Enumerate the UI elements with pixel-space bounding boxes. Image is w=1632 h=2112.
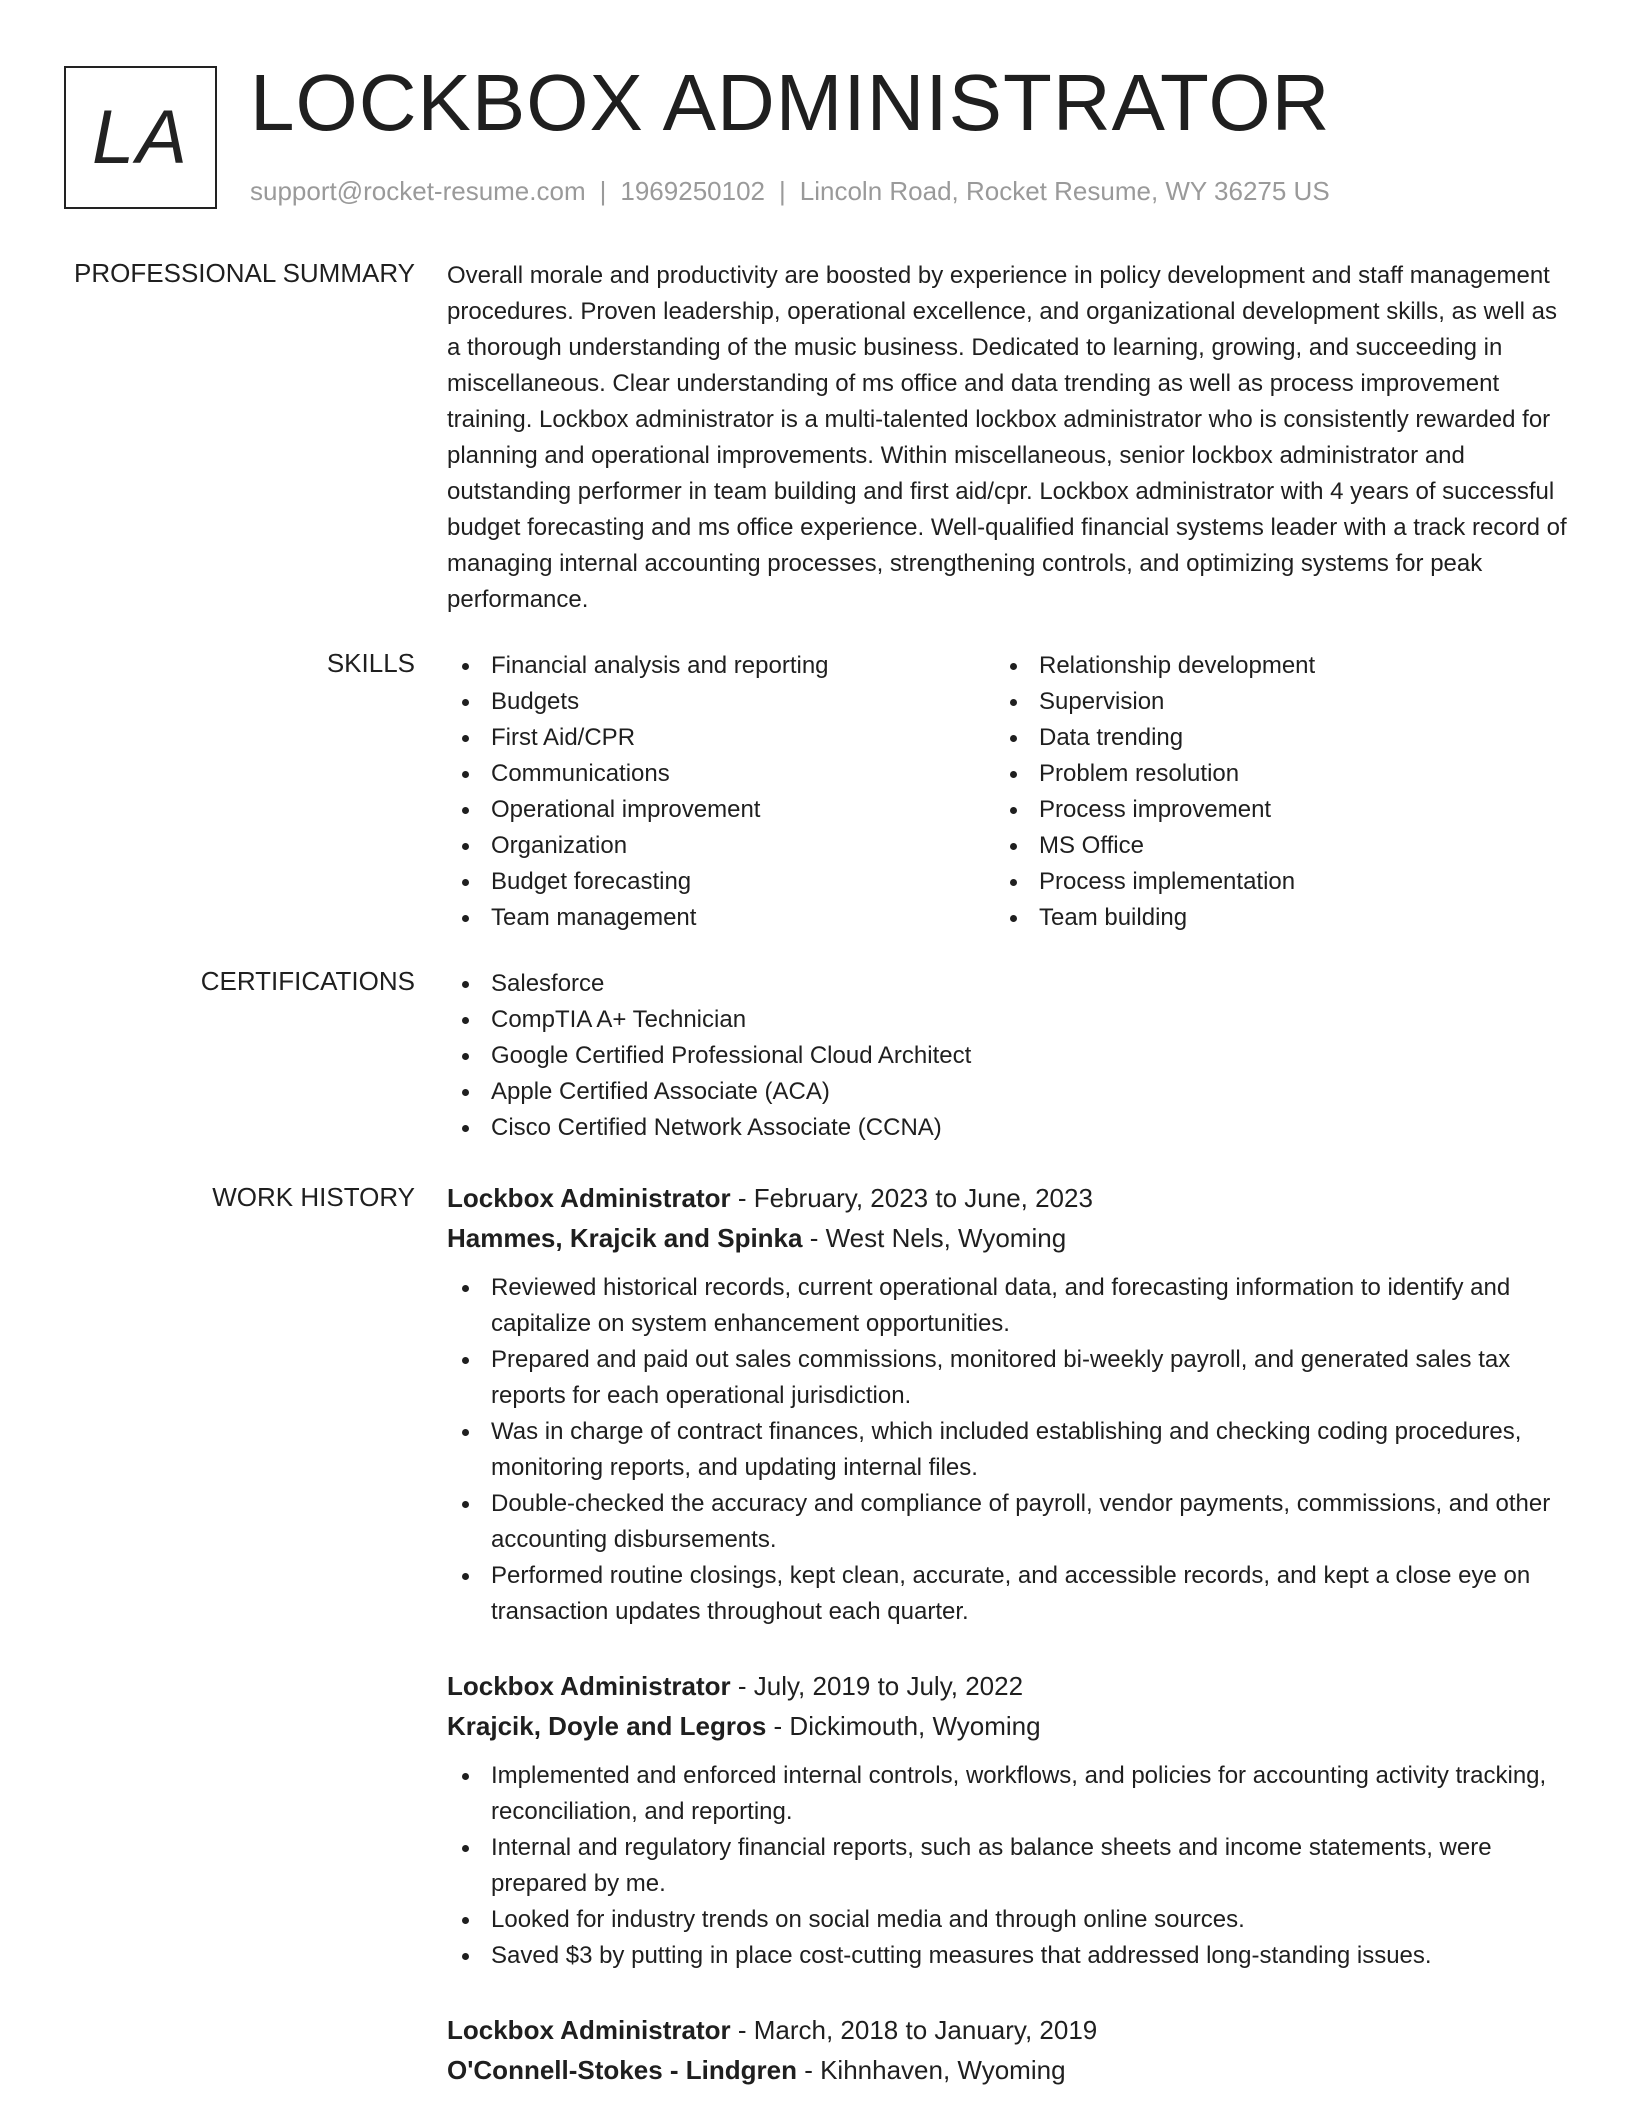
job-company: Hammes, Krajcik and Spinka bbox=[447, 1223, 803, 1253]
job-bullet: Internal and regulatory financial reports, such as balance sheets and income statements, were prepared by me. bbox=[447, 1830, 1567, 1902]
contact-line bbox=[250, 176, 1330, 207]
skill-item: Data trending bbox=[995, 720, 1543, 756]
contact-phone[interactable]: 1969250102 bbox=[620, 176, 765, 206]
skills-list-right bbox=[995, 648, 1543, 936]
certification-item: CompTIA A+ Technician bbox=[447, 1002, 1567, 1038]
candidate-name: LOCKBOX ADMINISTRATOR bbox=[250, 58, 1331, 147]
job-title-line bbox=[447, 1178, 1567, 1218]
job-bullet: Implemented and enforced internal controls, workflows, and policies for accounting activity tracking, reconciliation, and reporting. bbox=[447, 1758, 1567, 1830]
skill-item: Problem resolution bbox=[995, 756, 1543, 792]
job-title: Lockbox Administrator bbox=[447, 1671, 731, 1701]
monogram-box bbox=[64, 66, 217, 209]
contact-separator: | bbox=[599, 176, 607, 206]
skill-item: Supervision bbox=[995, 684, 1543, 720]
work-history-heading: WORK HISTORY bbox=[212, 1182, 415, 1212]
job-location: - West Nels, Wyoming bbox=[802, 1223, 1067, 1253]
job-title-line bbox=[447, 2010, 1567, 2050]
job-bullet: Looked for industry trends on social media and through online sources. bbox=[447, 1902, 1567, 1938]
job-bullet: Saved $3 by putting in place cost-cutting measures that addressed long-standing issues. bbox=[447, 1938, 1567, 1974]
work-history-list bbox=[447, 1178, 1567, 2090]
job-entry bbox=[447, 1666, 1567, 1974]
job-location: - Dickimouth, Wyoming bbox=[766, 1711, 1041, 1741]
skill-item: Communications bbox=[447, 756, 995, 792]
skills-list-left bbox=[447, 648, 995, 936]
job-company-line bbox=[447, 1706, 1567, 1746]
skill-item: Operational improvement bbox=[447, 792, 995, 828]
job-bullet: Performed routine closings, kept clean, accurate, and accessible records, and kept a close eye on transaction updates throughout each quarter. bbox=[447, 1558, 1567, 1630]
job-title: Lockbox Administrator bbox=[447, 1183, 731, 1213]
skill-item: Process improvement bbox=[995, 792, 1543, 828]
job-bullet: Prepared and paid out sales commissions, monitored bi-weekly payroll, and generated sales tax reports for each operational jurisdiction. bbox=[447, 1342, 1567, 1414]
contact-separator: | bbox=[779, 176, 786, 206]
job-bullet: Reviewed historical records, current operational data, and forecasting information to identify and capitalize on system enhancement opportunities. bbox=[447, 1270, 1567, 1342]
job-company: Krajcik, Doyle and Legros bbox=[447, 1711, 767, 1741]
skill-item: Team management bbox=[447, 900, 995, 936]
skill-item: Relationship development bbox=[995, 648, 1543, 684]
job-bullets bbox=[447, 1758, 1567, 1974]
monogram-initials: LA bbox=[92, 95, 189, 180]
skill-item: Team building bbox=[995, 900, 1543, 936]
contact-email[interactable]: support@rocket-resume.com bbox=[250, 176, 586, 206]
job-dates: - March, 2018 to January, 2019 bbox=[730, 2015, 1098, 2045]
skill-item: First Aid/CPR bbox=[447, 720, 995, 756]
job-company-line bbox=[447, 2050, 1567, 2090]
certification-item: Salesforce bbox=[447, 966, 1567, 1002]
summary-heading: PROFESSIONAL SUMMARY bbox=[74, 258, 415, 288]
skill-item: Budgets bbox=[447, 684, 995, 720]
job-bullet: Double-checked the accuracy and compliance of payroll, vendor payments, commissions, and other accounting disbursements. bbox=[447, 1486, 1567, 1558]
job-dates: - February, 2023 to June, 2023 bbox=[730, 1183, 1093, 1213]
certification-item: Cisco Certified Network Associate (CCNA) bbox=[447, 1110, 1567, 1146]
job-company-line bbox=[447, 1218, 1567, 1258]
summary-text: Overall morale and productivity are boosted by experience in policy development and staff management procedures. Proven leadership, operational excellence, and organizational development skills, as well as a thorough understanding of the music business. Dedicated to learning, growing, and succeeding in miscellaneous. Clear understanding of ms office and data trending as well as process improvement training. Lockbox administrator is a multi-talented lockbox administrator who is consistently rewarded for planning and operational improvements. Within miscellaneous, senior lockbox administrator and outstanding performer in team building and first aid/cpr. Lockbox administrator with 4 years of successful budget forecasting and ms office experience. Well-qualified financial systems leader with a track record of managing internal accounting processes, strengthening controls, and optimizing systems for peak performance. bbox=[447, 262, 1567, 613]
job-bullet: Was in charge of contract finances, which included establishing and checking coding procedures, monitoring reports, and updating internal files. bbox=[447, 1414, 1567, 1486]
skills-heading: SKILLS bbox=[326, 648, 415, 678]
certification-item: Google Certified Professional Cloud Architect bbox=[447, 1038, 1567, 1074]
certifications-heading: CERTIFICATIONS bbox=[200, 966, 415, 996]
skill-item: MS Office bbox=[995, 828, 1543, 864]
job-title: Lockbox Administrator bbox=[447, 2015, 731, 2045]
certification-item: Apple Certified Associate (ACA) bbox=[447, 1074, 1567, 1110]
skill-item: Organization bbox=[447, 828, 995, 864]
skill-item: Budget forecasting bbox=[447, 864, 995, 900]
job-bullets bbox=[447, 1270, 1567, 1630]
contact-address: Lincoln Road, Rocket Resume, WY 36275 US bbox=[799, 176, 1330, 206]
job-location: - Kihnhaven, Wyoming bbox=[796, 2055, 1066, 2085]
skill-item: Process implementation bbox=[995, 864, 1543, 900]
certifications-list bbox=[447, 966, 1567, 1146]
job-entry bbox=[447, 1178, 1567, 1630]
job-dates: - July, 2019 to July, 2022 bbox=[730, 1671, 1024, 1701]
job-company: O'Connell-Stokes - Lindgren bbox=[447, 2055, 797, 2085]
skill-item: Financial analysis and reporting bbox=[447, 648, 995, 684]
job-entry bbox=[447, 2010, 1567, 2090]
job-title-line bbox=[447, 1666, 1567, 1706]
